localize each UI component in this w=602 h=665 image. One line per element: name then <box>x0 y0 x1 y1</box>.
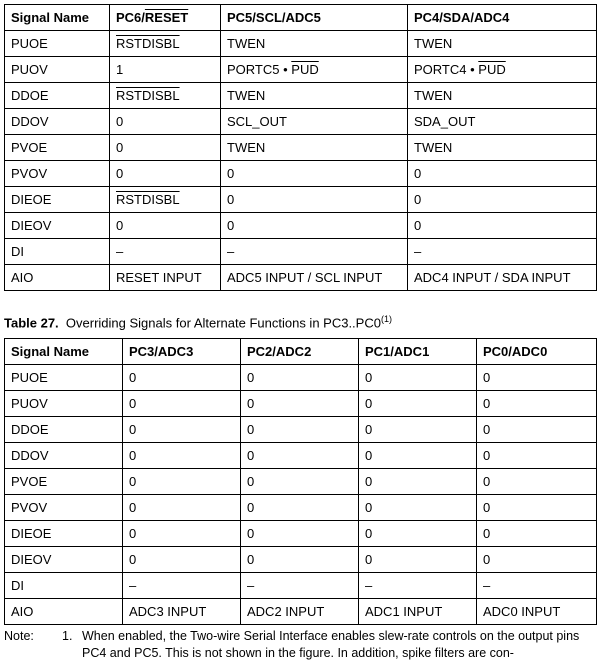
header-pc6-prefix: PC6/ <box>116 10 145 25</box>
cell: – <box>241 573 359 599</box>
cell: 0 <box>221 161 408 187</box>
signal-name: DIEOV <box>5 213 110 239</box>
signal-name: PUOV <box>5 391 123 417</box>
cell: ADC5 INPUT / SCL INPUT <box>221 265 408 291</box>
header-pc1: PC1/ADC1 <box>359 339 477 365</box>
cell: 0 <box>123 521 241 547</box>
cell: 0 <box>123 495 241 521</box>
table-row <box>5 161 597 187</box>
cell: 0 <box>477 521 597 547</box>
cell: 0 <box>477 547 597 573</box>
cell: 0 <box>123 443 241 469</box>
header-signal-name: Signal Name <box>5 5 110 31</box>
cell: 0 <box>123 417 241 443</box>
signal-name: PVOE <box>5 135 110 161</box>
header-pc5: PC5/SCL/ADC5 <box>221 5 408 31</box>
cell: TWEN <box>408 135 597 161</box>
cell: 0 <box>408 161 597 187</box>
signal-name: PUOE <box>5 31 110 57</box>
cell: 0 <box>241 365 359 391</box>
table-row <box>5 135 597 161</box>
cell: 0 <box>477 417 597 443</box>
cell: 0 <box>477 443 597 469</box>
cell: 0 <box>123 547 241 573</box>
table-row <box>5 239 597 265</box>
cell: TWEN <box>221 31 408 57</box>
cell: 0 <box>359 469 477 495</box>
signal-name: PUOV <box>5 57 110 83</box>
cell: – <box>359 573 477 599</box>
cell: ADC3 INPUT <box>123 599 241 625</box>
table-row <box>5 83 597 109</box>
table-row <box>5 265 597 291</box>
table-row <box>5 599 597 625</box>
cell: – <box>221 239 408 265</box>
cell: SCL_OUT <box>221 109 408 135</box>
header-pc6 <box>110 5 221 31</box>
cell-prefix: PORTC5 • <box>227 62 292 77</box>
cell: RSTDISBL <box>110 187 221 213</box>
table-row <box>5 417 597 443</box>
cell: 0 <box>241 469 359 495</box>
cell: 0 <box>123 469 241 495</box>
cell: – <box>408 239 597 265</box>
cell: 0 <box>359 391 477 417</box>
signal-name: AIO <box>5 599 123 625</box>
cell: 0 <box>408 187 597 213</box>
caption-text: Overriding Signals for Alternate Functions in PC3..PC0 <box>65 315 381 331</box>
signal-name: DDOE <box>5 83 110 109</box>
cell: TWEN <box>408 31 597 57</box>
cell: 0 <box>477 495 597 521</box>
table-row <box>5 109 597 135</box>
caption-footnote-ref: (1) <box>380 314 392 324</box>
table-row <box>5 573 597 599</box>
cell: 0 <box>359 495 477 521</box>
cell: 0 <box>359 521 477 547</box>
cell: 0 <box>359 365 477 391</box>
cell: 0 <box>359 547 477 573</box>
cell-pud: $\overline{PUD}$ <box>478 62 506 77</box>
table-pc6-pc4-overrides <box>4 4 597 291</box>
signal-name: PUOE <box>5 365 123 391</box>
cell <box>408 57 597 83</box>
table-row <box>5 391 597 417</box>
signal-name: DIEOE <box>5 521 123 547</box>
cell: 0 <box>241 547 359 573</box>
cell: RSTDISBL <box>110 31 221 57</box>
cell: 0 <box>477 469 597 495</box>
signal-name: DDOE <box>5 417 123 443</box>
signal-name: PVOV <box>5 161 110 187</box>
table-row <box>5 187 597 213</box>
header-pc3: PC3/ADC3 <box>123 339 241 365</box>
table-row <box>5 443 597 469</box>
table-row <box>5 469 597 495</box>
cell: 0 <box>123 391 241 417</box>
header-pc2: PC2/ADC2 <box>241 339 359 365</box>
caption-label: Table 27. <box>4 315 59 331</box>
table-header-row <box>5 5 597 31</box>
table-row <box>5 213 597 239</box>
cell: 0 <box>221 213 408 239</box>
table-caption <box>4 314 392 330</box>
cell: 0 <box>408 213 597 239</box>
table-pc3-pc0-overrides <box>4 338 597 625</box>
signal-name: AIO <box>5 265 110 291</box>
table-row <box>5 31 597 57</box>
cell: TWEN <box>408 83 597 109</box>
signal-name: DI <box>5 573 123 599</box>
table-row <box>5 521 597 547</box>
note-text: When enabled, the Two-wire Serial Interface enables slew-rate controls on the output pins PC4 and PC5. This is not shown in the figure. In addition, spike filters are con- <box>82 629 580 660</box>
cell: 1 <box>110 57 221 83</box>
cell: TWEN <box>221 83 408 109</box>
cell: – <box>477 573 597 599</box>
cell: 0 <box>110 135 221 161</box>
note-number: 1. <box>62 629 73 643</box>
cell: SDA_OUT <box>408 109 597 135</box>
cell: 0 <box>123 365 241 391</box>
cell: RSTDISBL <box>110 83 221 109</box>
cell: 0 <box>110 109 221 135</box>
header-signal-name: Signal Name <box>5 339 123 365</box>
cell: – <box>110 239 221 265</box>
cell: 0 <box>110 161 221 187</box>
cell: ADC1 INPUT <box>359 599 477 625</box>
cell: 0 <box>359 443 477 469</box>
table-row <box>5 547 597 573</box>
cell: ADC0 INPUT <box>477 599 597 625</box>
note-label: Note: <box>4 629 34 643</box>
cell: ADC4 INPUT / SDA INPUT <box>408 265 597 291</box>
cell: 0 <box>241 521 359 547</box>
cell: 0 <box>241 443 359 469</box>
cell <box>221 57 408 83</box>
signal-name: DI <box>5 239 110 265</box>
cell: 0 <box>477 365 597 391</box>
cell: TWEN <box>221 135 408 161</box>
cell: 0 <box>359 417 477 443</box>
cell: 0 <box>241 495 359 521</box>
header-pc4: PC4/SDA/ADC4 <box>408 5 597 31</box>
signal-name: DIEOV <box>5 547 123 573</box>
cell: RESET INPUT <box>110 265 221 291</box>
header-pc0: PC0/ADC0 <box>477 339 597 365</box>
signal-name: PVOE <box>5 469 123 495</box>
cell: 0 <box>221 187 408 213</box>
table-row <box>5 57 597 83</box>
cell-pud: $\overline{PUD}$ <box>291 62 319 77</box>
signal-name: DDOV <box>5 109 110 135</box>
cell: 0 <box>477 391 597 417</box>
table-row <box>5 365 597 391</box>
table2-body <box>5 365 597 625</box>
cell: ADC2 INPUT <box>241 599 359 625</box>
signal-name: DDOV <box>5 443 123 469</box>
table-header-row <box>5 339 597 365</box>
signal-name: PVOV <box>5 495 123 521</box>
cell: 0 <box>241 391 359 417</box>
header-pc6-reset: RESET <box>144 10 189 25</box>
table-row <box>5 495 597 521</box>
cell: 0 <box>110 213 221 239</box>
cell: – <box>123 573 241 599</box>
cell-prefix: PORTC4 • <box>414 62 479 77</box>
cell: 0 <box>241 417 359 443</box>
signal-name: DIEOE <box>5 187 110 213</box>
